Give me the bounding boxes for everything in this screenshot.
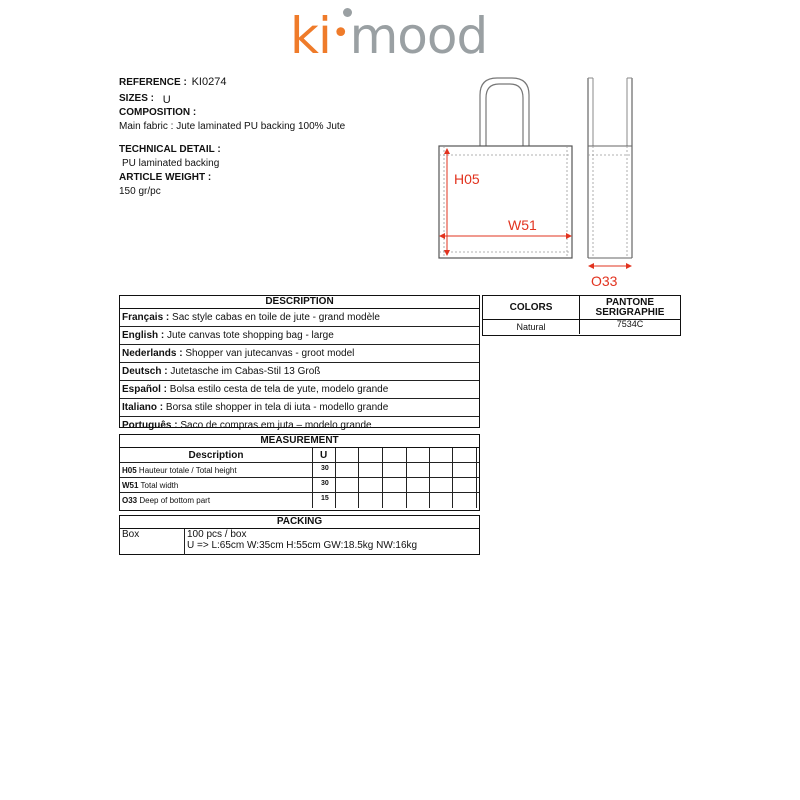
packing-title: PACKING	[120, 516, 479, 529]
reference-value: KI0274	[191, 76, 227, 88]
front-bag-body	[439, 146, 572, 258]
empty-cell	[430, 478, 453, 493]
measurement-row-h05-value: 30	[313, 463, 336, 478]
lang-label: Nederlands :	[122, 348, 183, 359]
empty-cell	[453, 478, 477, 493]
empty-cell	[477, 478, 479, 493]
measurement-desc-header: Description	[120, 448, 313, 463]
empty-cell	[336, 448, 359, 463]
packing-line-2: U => L:65cm W:35cm H:55cm GW:18.5kg NW:16kg	[187, 540, 418, 551]
logo-text-mood: mood	[349, 7, 488, 65]
measurement-table	[119, 434, 480, 511]
empty-cell	[383, 478, 407, 493]
description-line-pt	[120, 416, 479, 434]
packing-key: Box	[120, 529, 185, 555]
bag-technical-drawing	[430, 70, 650, 290]
technical-label: TECHNICAL DETAIL :	[119, 144, 221, 155]
weight-label: ARTICLE WEIGHT :	[119, 172, 212, 183]
empty-cell	[477, 463, 479, 478]
empty-cell	[407, 493, 430, 508]
logo-separator: •	[331, 16, 349, 51]
empty-cell	[477, 493, 479, 508]
lang-text: Borsa stile shopper in tela di iuta - modello grande	[163, 402, 389, 413]
packing-row	[120, 529, 479, 555]
description-table	[119, 295, 480, 431]
technical-value: PU laminated backing	[122, 158, 220, 169]
packing-table	[119, 515, 480, 555]
measurement-row-w51-desc	[120, 478, 313, 493]
empty-cell	[430, 463, 453, 478]
logo-text-ki: ki	[290, 7, 331, 65]
lang-text: Shopper van jutecanvas - groot model	[182, 348, 355, 359]
packing-value	[185, 529, 479, 555]
lang-label: Français :	[122, 312, 170, 323]
colors-col-header: COLORS	[483, 296, 580, 319]
empty-cell	[453, 493, 477, 508]
empty-cell	[359, 448, 383, 463]
lang-label: Português :	[122, 420, 178, 431]
lang-text: Saco de compras em juta – modelo grande	[177, 420, 372, 431]
measurement-grid	[120, 448, 479, 508]
lang-label: Italiano :	[122, 402, 164, 413]
measure-code: O33	[122, 496, 138, 505]
measurement-title: MEASUREMENT	[120, 435, 479, 448]
description-line-de	[120, 362, 479, 380]
measurement-row-w51-value: 30	[313, 478, 336, 493]
empty-cell	[359, 463, 383, 478]
color-name-cell: Natural	[483, 320, 580, 334]
description-title: DESCRIPTION	[120, 296, 479, 309]
lang-label: Deutsch :	[122, 366, 168, 377]
depth-dimension-label: O33	[591, 273, 618, 289]
empty-cell	[407, 478, 430, 493]
sizes-label: SIZES :	[119, 93, 155, 104]
weight-value: 150 gr/pc	[119, 186, 161, 197]
measurement-row-o33-desc	[120, 493, 313, 508]
colors-header	[483, 296, 680, 320]
sizes-value: U	[162, 94, 171, 106]
description-line-en	[120, 326, 479, 344]
empty-cell	[407, 463, 430, 478]
measure-text: Deep of bottom part	[137, 496, 211, 505]
reference-row	[119, 75, 439, 89]
measure-code: W51	[122, 481, 139, 490]
packing-line-1: 100 pcs / box	[187, 529, 247, 540]
measure-text: Hauteur totale / Total height	[136, 466, 237, 475]
measure-code: H05	[122, 466, 137, 475]
lang-text: Sac style cabas en toile de jute - grand modèle	[169, 312, 380, 323]
logo-wordmark	[290, 6, 487, 64]
empty-cell	[336, 463, 359, 478]
empty-cell	[453, 448, 477, 463]
empty-cell	[430, 448, 453, 463]
empty-cell	[359, 478, 383, 493]
measure-text: Total width	[138, 481, 179, 490]
empty-cell	[453, 463, 477, 478]
composition-label: COMPOSITION :	[119, 107, 197, 118]
pantone-cell: 7534C	[616, 319, 644, 329]
height-dimension-label: H05	[454, 171, 480, 187]
description-line-nl	[120, 344, 479, 362]
composition-value: Main fabric : Jute laminated PU backing 100% Jute	[119, 121, 346, 132]
depth-arrowhead-left	[588, 263, 594, 269]
description-lines	[120, 309, 479, 434]
description-line-fr	[120, 309, 479, 326]
empty-cell	[336, 493, 359, 508]
sizes-row	[119, 91, 439, 105]
measurement-size-header: U	[313, 448, 336, 463]
empty-cell	[336, 478, 359, 493]
empty-cell	[477, 448, 479, 463]
front-handle-inner	[486, 84, 523, 146]
lang-text: Jute canvas tote shopping bag - large	[164, 330, 334, 341]
product-spec	[119, 75, 439, 199]
colors-table	[482, 295, 681, 336]
lang-label: Español :	[122, 384, 168, 395]
width-arrowhead-right	[566, 233, 572, 239]
measurement-row-h05-desc	[120, 463, 313, 478]
measurement-row-o33-value: 15	[313, 493, 336, 508]
pantone-col-header: PANTONE SERIGRAPHIE	[595, 296, 665, 318]
description-line-es	[120, 380, 479, 398]
depth-arrowhead-right	[626, 263, 632, 269]
reference-label: REFERENCE :	[119, 77, 187, 88]
width-dimension-label: W51	[508, 217, 537, 233]
table-row	[483, 320, 680, 334]
empty-cell	[359, 493, 383, 508]
lang-label: English :	[122, 330, 165, 341]
empty-cell	[430, 493, 453, 508]
lang-text: Bolsa estilo cesta de tela de yute, modelo grande	[167, 384, 389, 395]
height-arrowhead-bottom	[444, 250, 450, 256]
brand-logo	[290, 4, 490, 68]
front-handle-outer	[480, 78, 529, 146]
empty-cell	[383, 448, 407, 463]
width-arrowhead-left	[439, 233, 445, 239]
empty-cell	[383, 493, 407, 508]
empty-cell	[407, 448, 430, 463]
description-line-it	[120, 398, 479, 416]
empty-cell	[383, 463, 407, 478]
height-arrowhead-top	[444, 148, 450, 154]
lang-text: Jutetasche im Cabas-Stil 13 Groß	[167, 366, 321, 377]
